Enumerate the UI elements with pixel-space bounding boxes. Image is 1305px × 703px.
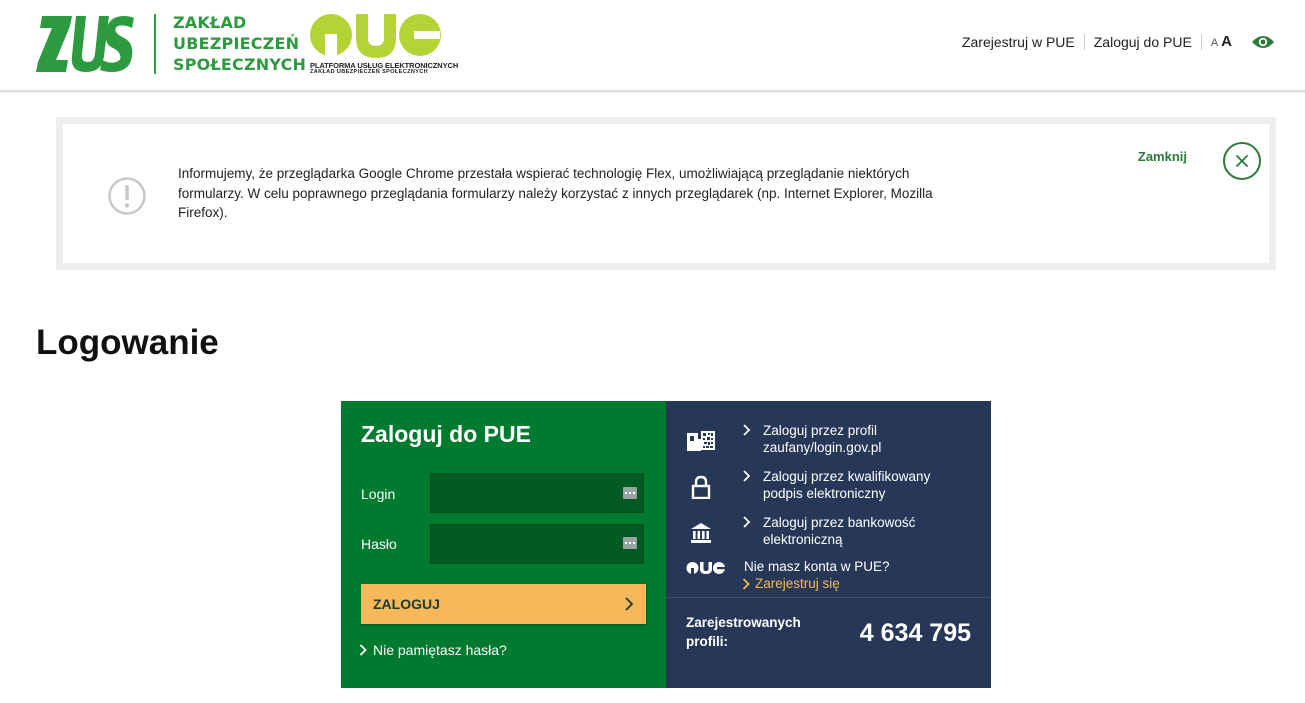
bank-icon bbox=[686, 518, 716, 548]
zus-logo[interactable] bbox=[36, 14, 136, 74]
logo-divider bbox=[154, 14, 156, 74]
chevron-right-icon bbox=[359, 644, 367, 656]
alternative-login bbox=[666, 401, 991, 688]
login-method-qualified-signature[interactable] bbox=[686, 468, 976, 508]
notice-content bbox=[63, 124, 1269, 263]
login-method-bank[interactable] bbox=[686, 514, 976, 554]
login-form-title: Zaloguj do PUE bbox=[361, 421, 531, 447]
eye-icon[interactable] bbox=[1251, 34, 1275, 50]
font-size-small-button[interactable]: A bbox=[1210, 36, 1219, 49]
registered-profiles-count: 4 634 795 bbox=[859, 619, 971, 647]
no-account-text: Nie masz konta w PUE? bbox=[744, 559, 890, 574]
field-menu-icon[interactable] bbox=[623, 537, 637, 549]
site-header bbox=[0, 0, 1305, 92]
font-size-switcher bbox=[1202, 34, 1241, 51]
top-nav bbox=[953, 32, 1275, 52]
chevron-right-icon bbox=[742, 578, 750, 590]
pue-subtitle: PLATFORMA USŁUG ELEKTRONICZNYCH bbox=[310, 61, 459, 70]
chevron-right-icon bbox=[742, 514, 752, 530]
login-method-label: Zaloguj przez bankowość elektroniczną bbox=[763, 515, 916, 547]
pue-logo-icon bbox=[686, 561, 726, 575]
notice-close-label[interactable]: Zamknij bbox=[1137, 149, 1187, 164]
login-submit-label: ZALOGUJ bbox=[373, 596, 440, 612]
nav-register-link[interactable]: Zarejestruj w PUE bbox=[953, 34, 1085, 50]
login-label: Login bbox=[361, 486, 396, 502]
login-form bbox=[341, 401, 666, 688]
close-icon bbox=[1235, 154, 1249, 168]
chevron-right-icon bbox=[624, 597, 634, 611]
logo-text-line: ZAKŁAD bbox=[173, 13, 247, 32]
lock-icon bbox=[686, 472, 716, 502]
notice-close-button[interactable] bbox=[1223, 142, 1261, 180]
notice-banner bbox=[56, 117, 1276, 270]
logo-text-line: SPOŁECZNYCH bbox=[173, 55, 307, 74]
register-link-label: Zarejestruj się bbox=[755, 576, 840, 591]
nav-login-link[interactable]: Zaloguj do PUE bbox=[1085, 34, 1202, 50]
divider bbox=[666, 597, 991, 598]
forgot-password-link[interactable] bbox=[359, 642, 507, 658]
registered-profiles-label: Zarejestrowanych profili: bbox=[686, 615, 801, 649]
login-method-trusted-profile[interactable] bbox=[686, 422, 976, 462]
zus-logo-text bbox=[173, 12, 306, 75]
login-method-label: Zaloguj przez profil zaufany/login.gov.pl bbox=[763, 423, 882, 455]
password-label: Hasło bbox=[361, 536, 397, 552]
forgot-password-label: Nie pamiętasz hasła? bbox=[373, 642, 507, 658]
login-method-label: Zaloguj przez kwalifikowany podpis elektroniczny bbox=[763, 469, 931, 501]
logo-text-line: UBEZPIECZEŃ bbox=[173, 34, 300, 53]
password-input[interactable] bbox=[430, 524, 644, 564]
chevron-right-icon bbox=[742, 422, 752, 438]
notice-text: Informujemy, że przeglądarka Google Chrome przestała wspierać technologię Flex, umożliwiającą przeglądanie niektórych formularzy. W celu poprawnego przeglądania formularzy należy korzystać z innych przeglądarek (np. Internet Explorer, Mozilla Firefox). bbox=[178, 166, 933, 220]
login-submit-button[interactable] bbox=[361, 584, 646, 624]
exclamation-circle-icon bbox=[107, 176, 147, 216]
trusted-profile-icon bbox=[686, 426, 716, 456]
login-input[interactable] bbox=[430, 473, 644, 513]
chevron-right-icon bbox=[742, 468, 752, 484]
pue-subtitle-2: ZAKŁAD UBEZPIECZEŃ SPOŁECZNYCH bbox=[310, 69, 429, 75]
no-account-section bbox=[686, 559, 976, 595]
page-title: Logowanie bbox=[36, 323, 219, 362]
font-size-large-button[interactable]: A bbox=[1221, 32, 1232, 50]
login-panel bbox=[341, 401, 991, 688]
field-menu-icon[interactable] bbox=[623, 487, 637, 499]
register-link[interactable] bbox=[742, 576, 840, 591]
